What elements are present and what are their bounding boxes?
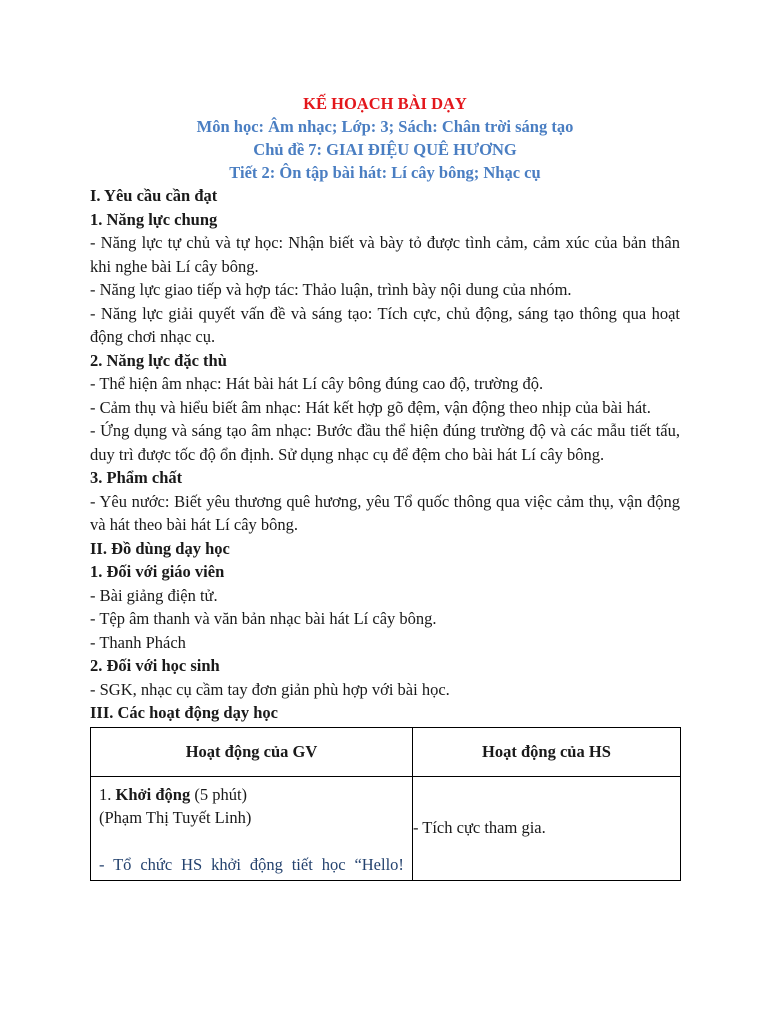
teacher-activity-header: Hoạt động của GV [91,727,413,776]
teacher-activity-cell [91,776,413,881]
specific-item: - Ứng dụng và sáng tạo âm nhạc: Bước đầu thể hiện đúng trường độ và các mẫu tiết tấu, duy trì được tốc độ ổn định. Sử dụng nhạc cụ để đệm cho bài hát Lí cây bông. [90,421,680,464]
student-activity-header: Hoạt động của HS [412,727,680,776]
table-header-row [91,727,681,776]
warmup-label: Khởi động [115,784,191,804]
topic-line: Chủ đề 7: GIAI ĐIỆU QUÊ HƯƠNG [253,140,517,159]
teacher-materials-heading: 1. Đối với giáo viên [90,562,225,581]
specific-item: - Cảm thụ và hiểu biết âm nhạc: Hát kết hợp gõ đệm, vận động theo nhịp của bài hát. [90,397,651,417]
general-competence-heading: 1. Năng lực chung [90,209,218,229]
lesson-line: Tiết 2: Ôn tập bài hát: Lí cây bông; Nhạc cụ [229,163,541,182]
student-materials-heading: 2. Đối với học sinh [90,656,220,675]
document-page [90,92,680,881]
qualities-item: - Yêu nước: Biết yêu thương quê hương, yêu Tổ quốc thông qua việc cảm thụ, vận động và hát theo bài hát Lí cây bông. [90,491,680,534]
teacher-name: (Phạm Thị Tuyết Linh) [99,808,252,827]
document-title: KẾ HOẠCH BÀI DẠY [303,94,467,113]
table-row [91,776,681,881]
section-requirements-heading: I. Yêu cầu cần đạt [90,186,218,205]
subject-line: Môn học: Âm nhạc; Lớp: 3; Sách: Chân trời sáng tạo [196,117,574,136]
warmup-line [99,783,404,807]
section-activities-heading: III. Các hoạt động dạy học [90,703,278,722]
teacher-material-item: - Bài giảng điện tử. [90,585,218,605]
activities-table [90,727,681,882]
warmup-number: 1. [99,784,116,804]
warmup-duration: (5 phút) [190,784,248,804]
general-item: - Năng lực tự chủ và tự học: Nhận biết và bày tỏ được tình cảm, cảm xúc của bản thân khi nghe bài Lí cây bông. [90,233,680,276]
specific-item: - Thể hiện âm nhạc: Hát bài hát Lí cây bông đúng cao độ, trường độ. [90,374,544,393]
student-activity-cell: - Tích cực tham gia. [412,776,680,881]
student-material-item: - SGK, nhạc cụ cầm tay đơn giản phù hợp với bài học. [90,679,450,699]
specific-competence-heading: 2. Năng lực đặc thù [90,350,227,370]
general-item: - Năng lực giao tiếp và hợp tác: Thảo luận, trình bày nội dung của nhóm. [90,280,572,299]
qualities-heading: 3. Phẩm chất [90,468,183,487]
teacher-material-item: - Tệp âm thanh và văn bản nhạc bài hát Lí cây bông. [90,609,437,628]
general-item: - Năng lực giải quyết vấn đề và sáng tạo: Tích cực, chủ động, sáng tạo thông qua hoạt động chơi nhạc cụ. [90,303,680,346]
teacher-material-item: - Thanh Phách [90,632,186,652]
section-materials-heading: II. Đồ dùng dạy học [90,538,230,558]
warmup-task: - Tổ chức HS khởi động tiết học “Hello! [99,854,404,874]
